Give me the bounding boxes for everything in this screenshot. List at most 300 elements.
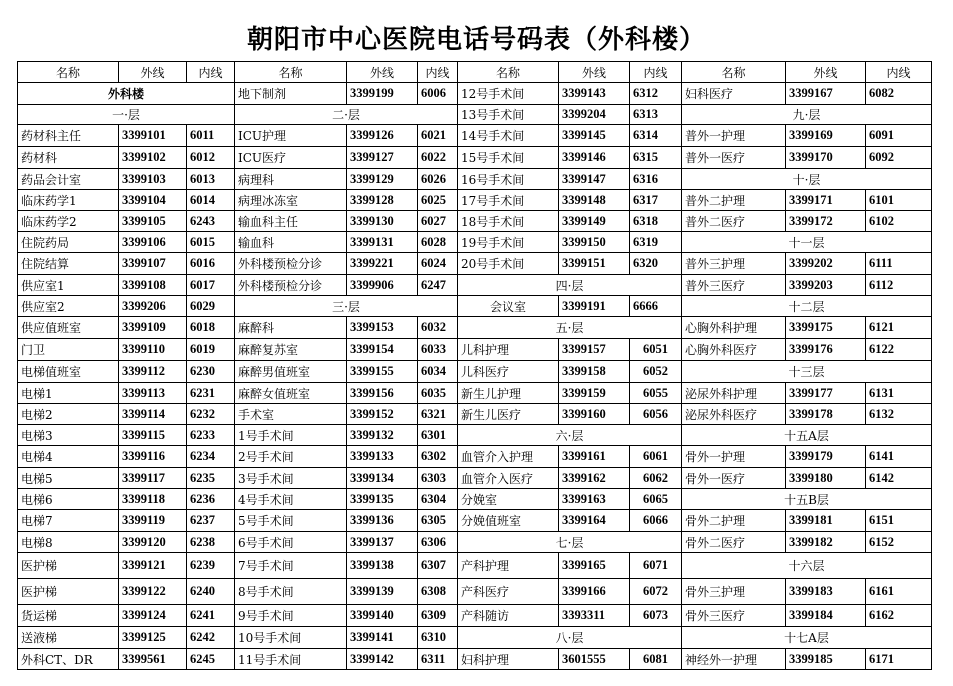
cell-name: 分娩值班室 [458,510,559,532]
cell-outside-line: 3399126 [347,125,418,147]
cell-outside-line: 3393311 [559,605,630,627]
page-title: 朝阳市中心医院电话号码表（外科楼） [246,25,706,55]
cell-outside-line: 3399150 [559,232,630,253]
table-row [18,532,932,553]
table-row [18,275,932,296]
cell-outside-line: 3399134 [347,468,418,489]
cell-name: ICU护理 [235,125,347,147]
cell-name: 16号手术间 [458,169,559,190]
cell-outside-line: 3399177 [786,383,866,404]
cell-extension: 6232 [187,404,235,425]
cell-extension: 6161 [866,579,932,605]
table-row [18,383,932,404]
cell-name: 临床药学2 [18,211,119,232]
table-row [18,253,932,275]
section-heading: 十七A层 [682,627,932,649]
cell-name: 普外一医疗 [682,147,786,169]
cell-outside-line: 3399136 [347,510,418,532]
cell-extension: 6073 [630,605,682,627]
cell-outside-line: 3399162 [559,468,630,489]
cell-name: 电梯3 [18,425,119,446]
section-heading: 六·层 [458,425,682,446]
cell-outside-line: 3399204 [559,105,630,125]
cell-outside-line: 3399124 [119,605,187,627]
section-heading: 一·层 [18,105,235,125]
cell-outside-line: 3399160 [559,404,630,425]
cell-name: 病理科 [235,169,347,190]
cell-extension: 6051 [630,339,682,361]
cell-extension: 6022 [418,147,458,169]
cell-outside-line: 3399159 [559,383,630,404]
section-heading: 十二层 [682,296,932,317]
cell-extension: 6236 [187,489,235,510]
cell-outside-line: 3399179 [786,446,866,468]
cell-name: 心胸外科护理 [682,317,786,339]
cell-name: 泌尿外科医疗 [682,404,786,425]
cell-name: 输血科主任 [235,211,347,232]
cell-name: 住院结算 [18,253,119,275]
cell-outside-line: 3399172 [786,211,866,232]
section-heading: 十三层 [682,361,932,383]
cell-extension: 6024 [418,253,458,275]
cell-extension: 6305 [418,510,458,532]
cell-extension: 6308 [418,579,458,605]
table-row [18,296,932,317]
cell-extension: 6245 [187,649,235,670]
cell-outside-line: 3399112 [119,361,187,383]
column-header: 内线 [418,62,458,83]
cell-extension: 6234 [187,446,235,468]
cell-name: 电梯值班室 [18,361,119,383]
column-header: 名称 [18,62,119,83]
cell-extension: 6029 [187,296,235,317]
cell-outside-line: 3399125 [119,627,187,649]
cell-outside-line: 3399561 [119,649,187,670]
cell-outside-line: 3399221 [347,253,418,275]
cell-extension: 6162 [866,605,932,627]
column-header: 名称 [458,62,559,83]
table-row [18,147,932,169]
cell-extension: 6314 [630,125,682,147]
cell-extension: 6303 [418,468,458,489]
table-body [18,62,932,670]
cell-name: 儿科护理 [458,339,559,361]
cell-name: 药品会计室 [18,169,119,190]
cell-extension: 6301 [418,425,458,446]
cell-extension: 6101 [866,190,932,211]
phone-directory-table [17,61,932,670]
cell-extension: 6055 [630,383,682,404]
cell-extension: 6302 [418,446,458,468]
cell-extension: 6238 [187,532,235,553]
cell-extension: 6021 [418,125,458,147]
cell-extension: 6307 [418,553,458,579]
cell-outside-line: 3399141 [347,627,418,649]
table-row [18,317,932,339]
cell-name: 妇科医疗 [682,83,786,105]
cell-name: 骨外二医疗 [682,532,786,553]
cell-outside-line: 3399147 [559,169,630,190]
cell-outside-line: 3399178 [786,404,866,425]
cell-name: 新生儿医疗 [458,404,559,425]
cell-name: 15号手术间 [458,147,559,169]
cell-extension: 6025 [418,190,458,211]
cell-outside-line: 3399107 [119,253,187,275]
cell-name: 供应室1 [18,275,119,296]
cell-name: 产科随访 [458,605,559,627]
table-row [18,125,932,147]
cell-extension: 6141 [866,446,932,468]
cell-extension: 6241 [187,605,235,627]
cell-name: 麻醉科 [235,317,347,339]
cell-outside-line: 3399202 [786,253,866,275]
cell-extension: 6312 [630,83,682,105]
cell-name: 新生儿护理 [458,383,559,404]
table-row [18,627,932,649]
cell-extension: 6011 [187,125,235,147]
table-row [18,649,932,670]
cell-extension: 6121 [866,317,932,339]
cell-name: 普外二医疗 [682,211,786,232]
cell-name: 分娩室 [458,489,559,510]
table-row [18,339,932,361]
cell-name: 13号手术间 [458,105,559,125]
cell-name: 4号手术间 [235,489,347,510]
cell-outside-line: 3399206 [119,296,187,317]
cell-name: 产科护理 [458,553,559,579]
cell-extension: 6102 [866,211,932,232]
table-row [18,579,932,605]
cell-extension: 6171 [866,649,932,670]
cell-extension: 6304 [418,489,458,510]
cell-outside-line: 3399175 [786,317,866,339]
section-heading: 三·层 [235,296,458,317]
cell-extension: 6239 [187,553,235,579]
cell-extension: 6111 [866,253,932,275]
cell-outside-line: 3399142 [347,649,418,670]
cell-extension: 6132 [866,404,932,425]
cell-name: 19号手术间 [458,232,559,253]
cell-outside-line: 3399148 [559,190,630,211]
table-row [18,553,932,579]
cell-extension: 6072 [630,579,682,605]
cell-extension: 6319 [630,232,682,253]
cell-outside-line: 3399191 [559,296,630,317]
cell-extension: 6318 [630,211,682,232]
cell-extension: 6122 [866,339,932,361]
cell-extension: 6027 [418,211,458,232]
column-header: 名称 [235,62,347,83]
cell-extension: 6091 [866,125,932,147]
cell-extension: 6306 [418,532,458,553]
table-row [18,605,932,627]
cell-extension: 6142 [866,468,932,489]
table-row [18,489,932,510]
cell-extension: 6028 [418,232,458,253]
cell-outside-line: 3399203 [786,275,866,296]
cell-name: 血管介入护理 [458,446,559,468]
cell-extension: 6034 [418,361,458,383]
section-heading: 十五A层 [682,425,932,446]
cell-outside-line: 3399152 [347,404,418,425]
column-header: 内线 [630,62,682,83]
column-header: 名称 [682,62,786,83]
cell-extension: 6310 [418,627,458,649]
cell-extension: 6061 [630,446,682,468]
cell-name: 5号手术间 [235,510,347,532]
cell-extension: 6066 [630,510,682,532]
cell-name: 18号手术间 [458,211,559,232]
section-heading: 外科楼 [18,83,235,105]
cell-outside-line: 3399128 [347,190,418,211]
cell-outside-line: 3399102 [119,147,187,169]
column-header: 内线 [187,62,235,83]
cell-outside-line: 3399119 [119,510,187,532]
cell-extension: 6026 [418,169,458,190]
cell-outside-line: 3399132 [347,425,418,446]
cell-extension: 6012 [187,147,235,169]
section-heading: 四·层 [458,275,682,296]
cell-extension: 6065 [630,489,682,510]
cell-outside-line: 3399180 [786,468,866,489]
cell-name: 普外一护理 [682,125,786,147]
column-header: 外线 [119,62,187,83]
cell-name: 普外二护理 [682,190,786,211]
cell-outside-line: 3399105 [119,211,187,232]
cell-extension: 6062 [630,468,682,489]
cell-name: 供应室2 [18,296,119,317]
table-row [18,169,932,190]
cell-extension: 6231 [187,383,235,404]
cell-outside-line: 3399130 [347,211,418,232]
cell-outside-line: 3399138 [347,553,418,579]
cell-extension: 6243 [187,211,235,232]
cell-name: 电梯6 [18,489,119,510]
cell-outside-line: 3399906 [347,275,418,296]
cell-outside-line: 3399171 [786,190,866,211]
cell-extension: 6313 [630,105,682,125]
cell-name: ICU医疗 [235,147,347,169]
section-heading: 二·层 [235,105,458,125]
cell-extension: 6247 [418,275,458,296]
cell-extension: 6092 [866,147,932,169]
cell-extension: 6006 [418,83,458,105]
cell-name: 14号手术间 [458,125,559,147]
cell-name: 电梯2 [18,404,119,425]
cell-name: 泌尿外科护理 [682,383,786,404]
cell-outside-line: 3399154 [347,339,418,361]
cell-outside-line: 3399158 [559,361,630,383]
cell-name: 外科CT、DR [18,649,119,670]
cell-outside-line: 3399155 [347,361,418,383]
cell-outside-line: 3399151 [559,253,630,275]
cell-outside-line: 3399183 [786,579,866,605]
cell-name: 货运梯 [18,605,119,627]
cell-outside-line: 3399163 [559,489,630,510]
cell-name: 8号手术间 [235,579,347,605]
cell-name: 药材科 [18,147,119,169]
table-row [18,83,932,105]
cell-outside-line: 3399120 [119,532,187,553]
cell-name: 医护梯 [18,553,119,579]
cell-name: 电梯7 [18,510,119,532]
cell-extension: 6152 [866,532,932,553]
table-row [18,190,932,211]
column-header: 外线 [559,62,630,83]
cell-outside-line: 3399129 [347,169,418,190]
cell-outside-line: 3399122 [119,579,187,605]
cell-name: 电梯1 [18,383,119,404]
cell-extension: 6235 [187,468,235,489]
cell-outside-line: 3399116 [119,446,187,468]
cell-extension: 6315 [630,147,682,169]
table-row [18,446,932,468]
cell-outside-line: 3399161 [559,446,630,468]
cell-name: 送液梯 [18,627,119,649]
table-row [18,425,932,446]
cell-extension: 6666 [630,296,682,317]
cell-extension: 6014 [187,190,235,211]
table-row [18,105,932,125]
cell-extension: 6033 [418,339,458,361]
cell-name: 骨外三护理 [682,579,786,605]
cell-extension: 6317 [630,190,682,211]
cell-name: 供应值班室 [18,317,119,339]
cell-name: 外科楼预检分诊 [235,275,347,296]
cell-extension: 6013 [187,169,235,190]
cell-extension: 6240 [187,579,235,605]
cell-name: 2号手术间 [235,446,347,468]
cell-name: 骨外一医疗 [682,468,786,489]
cell-outside-line: 3399133 [347,446,418,468]
cell-outside-line: 3399167 [786,83,866,105]
cell-name: 1号手术间 [235,425,347,446]
cell-name: 3号手术间 [235,468,347,489]
cell-outside-line: 3399164 [559,510,630,532]
section-heading: 九·层 [682,105,932,125]
cell-name: 麻醉复苏室 [235,339,347,361]
cell-name: 住院药局 [18,232,119,253]
cell-name: 麻醉男值班室 [235,361,347,383]
cell-extension: 6316 [630,169,682,190]
cell-name: 医护梯 [18,579,119,605]
cell-outside-line: 3399146 [559,147,630,169]
table-row [18,404,932,425]
cell-extension: 6071 [630,553,682,579]
cell-name: 血管介入医疗 [458,468,559,489]
cell-name: 儿科医疗 [458,361,559,383]
column-header: 外线 [347,62,418,83]
table-row [18,232,932,253]
cell-outside-line: 3601555 [559,649,630,670]
cell-outside-line: 3399117 [119,468,187,489]
cell-name: 病理冰冻室 [235,190,347,211]
cell-extension: 6019 [187,339,235,361]
cell-extension: 6131 [866,383,932,404]
cell-name: 12号手术间 [458,83,559,105]
cell-name: 7号手术间 [235,553,347,579]
column-header: 外线 [786,62,866,83]
cell-name: 9号手术间 [235,605,347,627]
cell-name: 心胸外科医疗 [682,339,786,361]
cell-outside-line: 3399181 [786,510,866,532]
cell-name: 输血科 [235,232,347,253]
cell-outside-line: 3399143 [559,83,630,105]
cell-outside-line: 3399149 [559,211,630,232]
cell-outside-line: 3399153 [347,317,418,339]
table-row [18,361,932,383]
section-heading: 五·层 [458,317,682,339]
cell-extension: 6082 [866,83,932,105]
cell-name: 妇科护理 [458,649,559,670]
cell-extension: 6151 [866,510,932,532]
cell-extension: 6233 [187,425,235,446]
cell-extension: 6018 [187,317,235,339]
cell-name: 17号手术间 [458,190,559,211]
cell-extension: 6230 [187,361,235,383]
cell-name: 外科楼预检分诊 [235,253,347,275]
cell-outside-line: 3399182 [786,532,866,553]
cell-outside-line: 3399169 [786,125,866,147]
cell-extension: 6320 [630,253,682,275]
cell-name: 产科医疗 [458,579,559,605]
cell-name: 临床药学1 [18,190,119,211]
cell-extension: 6309 [418,605,458,627]
cell-name: 20号手术间 [458,253,559,275]
cell-outside-line: 3399139 [347,579,418,605]
section-heading: 十一层 [682,232,932,253]
cell-name: 6号手术间 [235,532,347,553]
cell-outside-line: 3399110 [119,339,187,361]
cell-outside-line: 3399170 [786,147,866,169]
cell-extension: 6112 [866,275,932,296]
cell-name: 普外三护理 [682,253,786,275]
cell-name: 11号手术间 [235,649,347,670]
cell-name: 手术室 [235,404,347,425]
cell-outside-line: 3399109 [119,317,187,339]
cell-extension: 6052 [630,361,682,383]
cell-name: 麻醉女值班室 [235,383,347,404]
cell-name: 10号手术间 [235,627,347,649]
cell-extension: 6032 [418,317,458,339]
cell-outside-line: 3399185 [786,649,866,670]
cell-outside-line: 3399115 [119,425,187,446]
cell-extension: 6237 [187,510,235,532]
table-row [18,510,932,532]
cell-name: 普外三医疗 [682,275,786,296]
table-row [18,468,932,489]
cell-extension: 6081 [630,649,682,670]
cell-extension: 6056 [630,404,682,425]
column-header: 内线 [866,62,932,83]
cell-outside-line: 3399127 [347,147,418,169]
cell-name: 药材科主任 [18,125,119,147]
cell-outside-line: 3399165 [559,553,630,579]
cell-name: 电梯5 [18,468,119,489]
cell-outside-line: 3399140 [347,605,418,627]
cell-outside-line: 3399157 [559,339,630,361]
cell-name: 电梯8 [18,532,119,553]
section-heading: 七·层 [458,532,682,553]
cell-name: 门卫 [18,339,119,361]
cell-outside-line: 3399103 [119,169,187,190]
cell-name: 地下制剂 [235,83,347,105]
cell-name: 会议室 [458,296,559,317]
cell-name: 骨外一护理 [682,446,786,468]
cell-extension: 6311 [418,649,458,670]
cell-name: 骨外二护理 [682,510,786,532]
cell-outside-line: 3399106 [119,232,187,253]
